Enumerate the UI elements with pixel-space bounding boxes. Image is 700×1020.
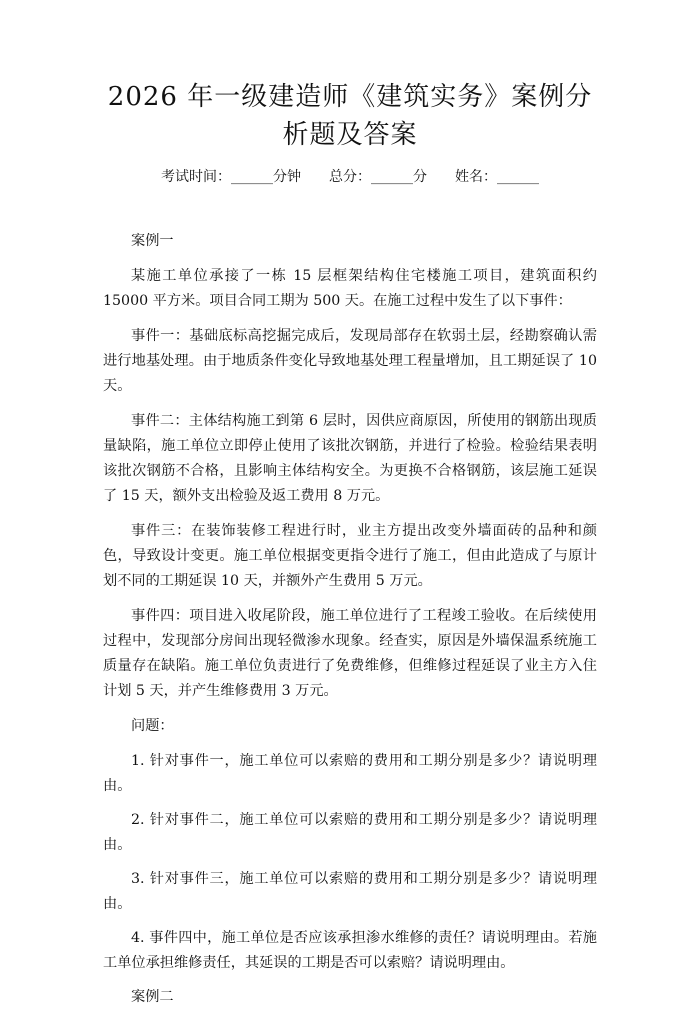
body-paragraph: 事件一：基础底标高挖掘完成后，发现局部存在软弱土层，经勘察确认需进行地基处理。由于地质条件变化导致地基处理工程量增加，且工期延误了 10 天。 (103, 328, 597, 394)
section-heading: 案例一 (131, 233, 174, 249)
exam-time-field: 考试时间：______分钟 (161, 169, 301, 185)
total-score-field: 总分：______分 (329, 169, 427, 185)
body-paragraph: 某施工单位承接了一栋 15 层框架结构住宅楼施工项目，建筑面积约 15000 平方米。项目合同工期为 500 天。在施工过程中发生了以下事件： (103, 268, 597, 309)
section-heading: 问题： (131, 718, 174, 734)
question-item: 1. 针对事件一，施工单位可以索赔的费用和工期分别是多少？请说明理由。 (103, 753, 597, 794)
document-body (103, 229, 597, 1020)
body-paragraph: 事件四：项目进入收尾阶段，施工单位进行了工程竣工验收。在后续使用过程中，发现部分房间出现轻微渗水现象。经查实，原因是外墙保温系统施工质量存在缺陷。施工单位负责进行了免费维修，但维修过程延误了业主方入住计划 5 天，并产生维修费用 3 万元。 (103, 608, 597, 699)
document-title: 2026 年一级建造师《建筑实务》案例分析题及答案 (107, 82, 593, 150)
question-item: 4. 事件四中，施工单位是否应该承担渗水维修的责任？请说明理由。若施工单位承担维修责任，其延误的工期是否可以索赔？请说明理由。 (103, 930, 597, 971)
name-field: 姓名：______ (455, 169, 539, 185)
body-paragraph: 事件三：在装饰装修工程进行时，业主方提出改变外墙面砖的品种和颜色，导致设计变更。施工单位根据变更指令进行了施工，但由此造成了与原计划不同的工期延误 10 天，并额外产生费用 5 万元。 (103, 523, 597, 589)
exam-info-line (0, 167, 700, 187)
section-heading: 案例二 (131, 989, 174, 1005)
body-paragraph: 事件二：主体结构施工到第 6 层时，因供应商原因，所使用的钢筋出现质量缺陷，施工单位立即停止使用了该批次钢筋，并进行了检验。检验结果表明该批次钢筋不合格，且影响主体结构安全。为更换不合格钢筋，该层施工延误了 15 天，额外支出检验及返工费用 8 万元。 (103, 413, 597, 504)
question-item: 3. 针对事件三，施工单位可以索赔的费用和工期分别是多少？请说明理由。 (103, 871, 597, 912)
question-item: 2. 针对事件二，施工单位可以索赔的费用和工期分别是多少？请说明理由。 (103, 812, 597, 853)
